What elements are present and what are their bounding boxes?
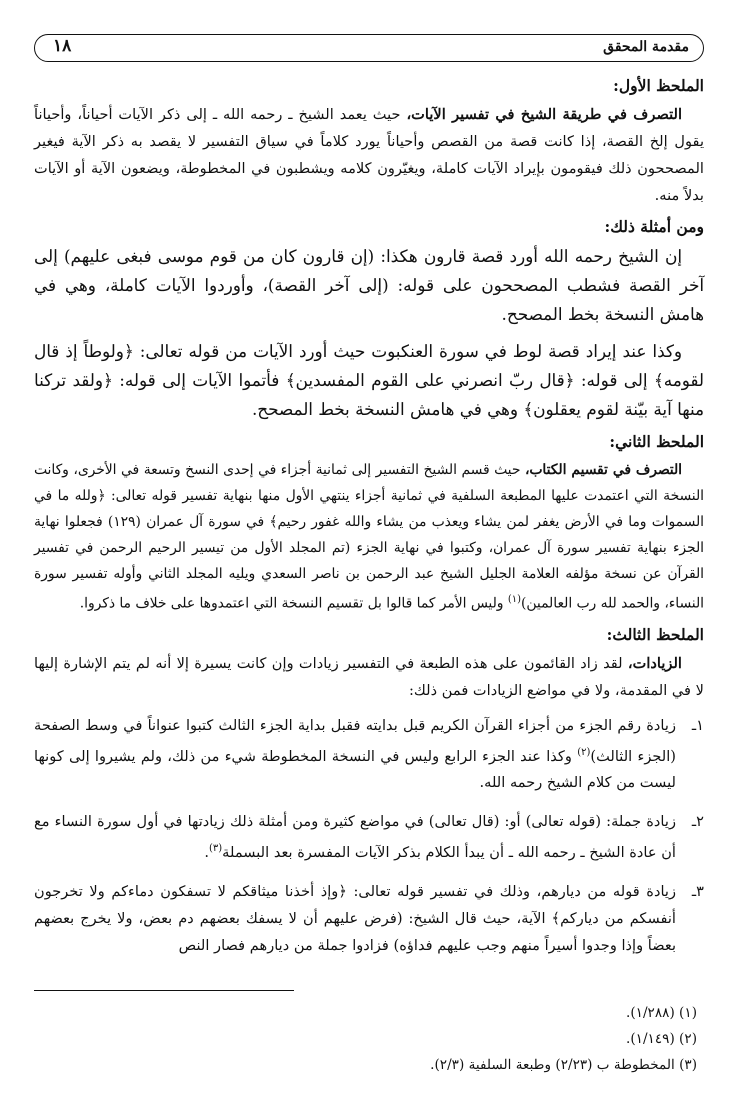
list-item-text: زيادة رقم الجزء من أجزاء القرآن الكريم قبل بدايته فقبل بداية الجزء الثالث كتبوا عنواناً في وسط الصفحة (الجزء الثالث) bbox=[34, 716, 676, 765]
page-body bbox=[34, 76, 704, 971]
note1-paragraph bbox=[34, 101, 704, 209]
list-item-3 bbox=[34, 878, 704, 959]
note1-lead: التصرف في طريقة الشيخ في تفسير الآيات، bbox=[406, 106, 683, 123]
list-item-number: ٣ـ bbox=[691, 883, 704, 901]
note3-paragraph bbox=[34, 650, 704, 704]
footnote-divider bbox=[34, 990, 294, 991]
header-title: مقدمة المحقق bbox=[603, 39, 689, 55]
note3-text: لقد زاد القائمون على هذه الطبعة في التفسير زيادات وإن كانت يسيرة إلا أنه لم يتم الإشارة إليها لا في المقدمة، ولا في مواضع الزيادات فمن ذلك: bbox=[34, 654, 704, 699]
footnote-ref-1: (١) bbox=[507, 594, 522, 605]
footnote-ref-3: (٣) bbox=[208, 843, 223, 855]
list-item-text: زيادة جملة: (قوله تعالى) أو: (قال تعالى) في مواضع كثيرة ومن أمثلة ذلك زيادتها في أول سورة النساء مع أن عادة الشيخ ـ رحمه الله ـ أن يبدأ الكلام بذكر الآيات المفسرة بعد البسملة bbox=[34, 813, 676, 862]
page-number: ١٨ bbox=[53, 36, 72, 56]
note2-paragraph bbox=[34, 457, 704, 617]
note1-heading: الملحظ الأول: bbox=[613, 76, 704, 95]
note2-heading: الملحظ الثاني: bbox=[609, 432, 704, 451]
example-1-paragraph: إن الشيخ رحمه الله أورد قصة قارون هكذا: (إن قارون كان من قوم موسى فبغى عليهم) إلى آخر القصة فشطب المصححون على قوله: (إلى آخر القصة)، وأوردوا الآيات كاملة، وهي في هامش النسخة بخط المصحح. bbox=[34, 246, 704, 324]
list-item-tail: . bbox=[204, 844, 209, 862]
footnote-ref-2: (٢) bbox=[577, 746, 591, 758]
list-item-text: زيادة قوله من ديارهم، وذلك في تفسير قوله تعالى: ﴿وإذ أخذنا ميثاقكم لا تسفكون دماءكم ولا تخرجون أنفسكم من دياركم﴾ الآية، حيث قال الشيخ: (فرض عليهم أن لا يسفك بعضهم دم بعض، ولا يخرج بعضهم بعضاً وإذا وجدوا أسيراً منهم وجب عليهم فداؤه) فزادوا جملة من ديارهم فصار النص bbox=[34, 883, 676, 955]
examples-heading: ومن أمثلة ذلك: bbox=[604, 217, 704, 236]
list-item-number: ٢ـ bbox=[691, 813, 704, 831]
note2-lead: التصرف في تقسيم الكتاب، bbox=[524, 462, 682, 478]
note3-heading: الملحظ الثالث: bbox=[606, 624, 704, 644]
list-item-tail: وكذا عند الجزء الرابع وليس في النسخة المخطوطة شيء من ذلك، ولم يشيروا إلى كونها ليست من كلام الشيخ رحمه الله. bbox=[34, 747, 676, 792]
page-header bbox=[34, 34, 704, 62]
footnote-3: (٣) المخطوطة ب (٢/٢٣) وطبعة السلفية (٢/٣). bbox=[430, 1057, 697, 1073]
footnote-2: (٢) (١/١٤٩). bbox=[626, 1031, 697, 1047]
note2-text: حيث قسم الشيخ التفسير إلى ثمانية أجزاء في إحدى النسخ وتسعة في الأخرى، وكانت النسخة التي اعتمدت عليها المطبعة السلفية في ثمانية أجزاء ينتهي الأول منها بنهاية تفسير قوله تعالى: ﴿ولله ما في السموات وما في الأرض يغفر لمن يشاء ويعذب من يشاء والله غفور رحيم﴾ في سورة آل عمران (١٢٩) فجعلوا نهاية الجزء بنهاية تفسير سورة آل عمران، وكتبوا في نهاية الجزء (تم المجلد الأول من تيسير الرحيم الرحمن في تفسير القرآن عن نسخة مؤلفه العلامة الجليل الشيخ عبد الرحمن بن ناصر السعدي ويليه المجلد الثاني وأوله تفسير سورة النساء، والحمد لله رب العالمين) bbox=[34, 462, 704, 612]
list-item-1 bbox=[34, 712, 704, 797]
footnote-1: (١) (١/٢٨٨). bbox=[626, 1005, 697, 1021]
note2-tail: وليس الأمر كما قالوا بل تقسيم النسخة التي اعتمدوها على خلاف ما ذكروا. bbox=[79, 595, 508, 612]
note3-lead: الزيادات، bbox=[627, 654, 682, 672]
example-2-paragraph: وكذا عند إيراد قصة لوط في سورة العنكبوت حيث أورد الآيات من قوله تعالى: ﴿ولوطاً إذ قال لقومه﴾ إلى قوله: ﴿قال ربّ انصرني على القوم المفسدين﴾ فأتموا الآيات إلى قوله: ﴿ولقد تركنا منها آية بيّنة لقوم يعقلون﴾ وهي في هامش النسخة بخط المصحح. bbox=[34, 341, 704, 419]
note1-text: حيث يعمد الشيخ ـ رحمه الله ـ إلى ذكر الآيات أحياناً، وأحياناً يقول إلخ القصة، إذا كانت قصة من القصص وأحياناً يورد كلاماً في سياق التفسير لا يقصد به ذكر الآية فيغير المصححون ذلك فيقومون بإيراد الآيات كاملة، ويغيّرون كلامه ويشطبون في المخطوطة، ويضعون الآية أو الآيات بدلاً منه. bbox=[34, 106, 704, 204]
list-item-number: ١ـ bbox=[691, 716, 704, 734]
footnotes bbox=[27, 1000, 697, 1078]
list-item-2 bbox=[34, 808, 704, 866]
